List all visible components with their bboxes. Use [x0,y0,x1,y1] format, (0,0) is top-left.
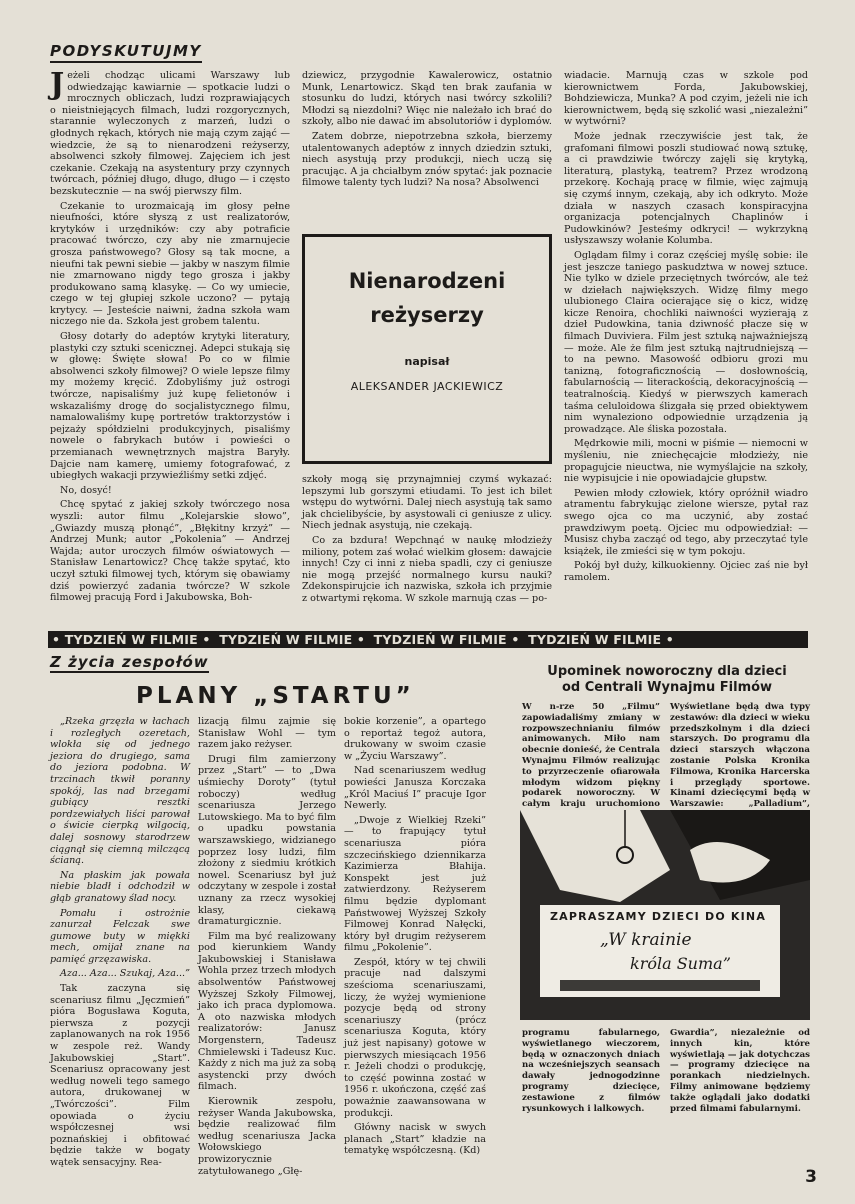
article1-paragraph: dziewicz, przygodnie Kawalerowicz, ostatnio Munk, Lenartowicz. Skąd ten brak zaufania w stosunku do ludzi, których nasi twórcy szkolili? Młodzi są niezdolni? Więc nie należało ich brać do szkoły, albo nie dawać im absolutoriów i dyplomów. [302,70,552,128]
section-kicker-2: Z życia zespołów [50,653,209,671]
article2-paragraph: Tak zaczyna się scenariusz filmu „Jęczmień” pióra Bogusława Koguta, pierwsza z pozycji zaplanowanych na rok 1956 w zespole reż. Wandy Jakubowskiej „Start”. Scenariusz opracowany jest według noweli tego samego autora, drukowanej w „Twórczości”. Film opowiada o życiu współczesnej wsi poznańskiej i obfitować będzie także w bogaty wątek sensacyjny. Rea- [50,983,190,1168]
page-number: 3 [805,1167,817,1187]
article3-title-line2: od Centrali Wynajmu Filmów [561,680,773,695]
author-name: ALEKSANDER JACKIEWICZ [350,380,504,393]
article2-column1 [50,716,190,1168]
article3-paragraph: programu fabularnego, wyświetlanego wieczorem, będą w oznaczonych dniach na wcześniejszych seansach dawały jednogodzinne programy dziecięce, zestawione z filmów rysunkowych i lalkowych. [522,1028,660,1114]
band-item: TYDZIEŃ W FILMIE • [219,632,366,647]
article1-column1 [50,67,290,615]
quote-paragraph: Pomału i ostrożnie zanurzał Felczak swe gumowe buty w miękki mech, omijał znane na pamięć grzęzawiska. [50,907,190,965]
article1-column2-top [302,70,552,218]
article1-paragraph: Pewien młody człowiek, który opróżnił wiadro atramentu fabrykując zielone wiersze, pytał raz swego ojca co ma uczynić, aby zostać prawdziwym poetą. Ojciec mu odpowiedział: — Musisz chyba zacząć od tego, aby przeczytać tyle książek, ile zmieści się w tym pokoju. [564,487,808,557]
article2-paragraph: Film ma być realizowany pod kierunkiem Wandy Jakubowskiej i Stanisława Wohla przez trzech młodych absolwentów Państwowej Wyższej Szkoły Filmowej, jako ich praca dyplomowa. A oto nazwiska młodych realizatorów: Janusz Morgenstern, Tadeusz Chmielewski i Tadeusz Kuc. Każdy z nich ma już za sobą asystencki przy dwóch filmach. [198,930,336,1093]
article1-paragraph: Może jednak rzeczywiście jest tak, że grafomani filmowi poszli studiować nową sztukę, a ci prawdziwie twórczy zajęli się krytyką, literaturą, plastyką, teatrem? Przez wrodzoną przekorę. Kochają pracę w filmie, więc zajmują się czymś innym, czekają, aby ich odkryto. Może działa w naszych czasach konspiracyjna organizacja potencjalnych Chaplinów i Pudowkinów? Jesteśmy odkryci! — wykrzykną usłyszawszy wołanie Kolumba. [564,130,808,247]
article1-paragraph: wiadacie. Marnują czas w szkole pod kierownictwem Forda, Jakubowskiej, Bohdziewicza, Munka? A pod czyim, jeżeli nie ich kierownictwem, będą się szkolić wasi „niezależni” w wytwórni? [564,70,808,128]
article3-paragraph: Wyświetlane będą dwa typy zestawów: dla dzieci w wieku przedszkolnym i dla dzieci starszych. Do programu dla dzieci starszych włączona zostanie Polska Kronika Filmowa, Kronika Harcerska i przeglądy sportowe. Kinami dziecięcymi będą w Warszawie: „Palladium”, [670,702,810,810]
article-title-line2: reżyserzy [370,303,484,327]
article2-paragraph: bokie korzenie”, a opartego o reportaż tegoż autora, drukowany w swoim czasie w „Życiu Warszawy”. [344,716,486,762]
article2-column3 [344,716,486,1164]
article-title-line1: Nienarodzeni [348,269,506,293]
dropcap: J [50,67,65,102]
poster-film-title-1: „W krainie [600,930,692,950]
article1-column2-bottom [302,474,552,619]
quote-paragraph: „Rzeka grzęzła w łachach i rozległych ozeretach, wlokła się od jednego jeziora do drugiego, sama do jeziora podobna. W trzcinach tkwił poranny spokój, las nad brzegami gubiący resztki pordzewiałych liści parował o świcie cierpką wilgocią, dalej sosnowy starodrzew ciągnął się ciemną milczącą ścianą. [50,716,190,867]
article2-paragraph: Główny nacisk w swych planach „Start” kładzie na tematykę współczesną. (Kd) [344,1122,486,1157]
article1-paragraph: No, dosyć! [60,484,112,496]
band-item: TYDZIEŃ W FILMIE • [528,632,674,647]
article-title-box [302,234,552,464]
article3-title [522,664,812,696]
band-item: • TYDZIEŃ W FILMIE • [52,632,211,647]
article3-column2-bottom [670,1028,810,1148]
quote-paragraph: Aza... Aza... Szukaj, Aza...” [60,968,190,980]
article3-column2 [670,702,810,810]
article2-paragraph: Drugi film zamierzony przez „Start” — to „Dwa uśmiechy Doroty” (tytuł roboczy) według scenariusza Jerzego Lutowskiego. Ma to być film o upadku powstania warszawskiego, widzianego poprzez losy ludzi, film złożony z siedmiu krótkich nowel. Scenariusz był już odczytany w zespole i został uznany za rzecz wysokiej klasy, ciekawą dramaturgicznie. [198,753,336,928]
byline-label: napisał [404,355,450,368]
article1-paragraph: Czekanie to urozmaicają im głosy pełne nieufności, które słyszą z ust realizatorów, krytyków i urzędników: czy aby potraficie pracować twórczo, czy aby nie zmarnujecie grosza państwowego? Głosy są tak mocne, a nieufni tak pewni siebie — jakby w naszym filmie nie zmarnowano nigdy tego grosza i jakby produkowano samą klasykę. — Co wy umiecie, czego w tej głupiej szkole uczono? — pytają krytycy. — Jesteście naiwni, żadna szkoła wam niczego nie da. Szkoła jest grobem talentu. [50,200,290,328]
article3-column1 [522,702,660,810]
cinema-poster-image [520,810,810,1020]
article3-column1-bottom [522,1028,660,1148]
article1-paragraph: eżeli chodząc ulicami Warszawy lub odwiedzając kawiarnie — spotkacie ludzi o mrocznych obliczach, ludzi rozprawiających o nieistniejących filmach, ludzi rozgorycznych, starannie wyleczonych z marzeń, ludzi o głodnych rękach, których nie mają czym zająć — wiedzcie, że są to nienarodzeni reżyserzy, absolwenci szkoły filmowej. Zajęciem ich jest czekanie. Czekają na asystentury przy czynnych twórcach, później długo, długo, długo — i często bezskutecznie — na swój pierwszy film. [50,70,290,197]
poster-shape [520,810,670,902]
article2-paragraph: Nad scenariuszem według powieści Janusza Korczaka „Król Maciuś I” pracuje Igor Newerly. [344,765,486,812]
article1-paragraph: Co za bzdura! Wepchnąć w naukę młodzieży miliony, potem zaś wołać wielkim głosem: dawajcie innych! Czy ci inni z nieba spadli, czy ci geniusze nie mogą przejść normalnego kursu nauki? Zdekonspirujcie ich nazwiska, szkoła ich przyjmie z otwartymi rękoma. W szkole marnują czas — po- [302,534,552,604]
article2-paragraph: lizacją filmu zajmie się Stanisław Wohl — tym razem jako reżyser. [198,716,336,751]
poster-headline: ZAPRASZAMY DZIECI DO KINA [550,910,767,923]
poster-film-title-2: króla Suma” [630,954,731,973]
article2-paragraph: Kierownik zespołu, reżyser Wanda Jakubowska, będzie realizować film według scenariusza Jacka Wołowskiego prowizorycznie zatytułowanego „Głę- [198,1096,336,1177]
article1-paragraph: Oglądam filmy i coraz częściej myślę sobie: ile jest jeszcze taniego paskudztwa w nowej sztuce. Nie tylko w dziele przeciętnych twórców, ale też w dziełach największych. Widzę filmy mego ulubionego Claira ocierające się o kicz, widzę kicze Renoira, chochliki naiwności wyzierają z dzieł Pudowkina, tania dziwność płacze się w filmach Duviviera. Film jest sztuką najważniejszą — może. Ale że film jest sztuką najtrudniejszą — to na pewno. Masowość odbioru grozi mu tanizną, fotograficznością — dosłownością, fabularnością — literackością, dekoracyjnością — teatralnością. Kiedyś w pierwszych kamerach taśma celuloidowa ślizgała się przed obiektywem nim wynaleziono odpowiednie urządzenia ją prowadzące. Ale śliska pozostała. [564,249,808,435]
quote-paragraph: Na płaskim jak powała niebie bladł i odchodził w głąb granatowy ślad nocy. [50,869,190,904]
article1-paragraph: Mędrkowie mili, mocni w piśmie — niemocni w myśleniu, nie zniechęcajcie młodzieży, nie propagujcie nieuctwa, nie wymyślajcie na szkoły, nie wypisujcie i nie opowiadajcie głupstw. [564,438,808,485]
tydzien-w-filmie-band [48,631,808,648]
section-kicker: PODYSKUTUJMY [50,42,202,63]
article2-title: PLANY „STARTU” [136,683,415,709]
article2-paragraph: Zespół, który w tej chwili pracuje nad dalszymi sześcioma scenariuszami, liczy, że wyżej wymienione pozycje będą od strony scenariuszy (prócz scenariusza Koguta, który już jest napisany) gotowe w pierwszych miesiącach 1956 r. Jeżeli chodzi o produkcję, to część powinna zostać w 1956 r. ukończona, część zaś poważnie zaawansowana w produkcji. [344,956,486,1119]
article2-paragraph: „Dwoje z Wielkiej Rzeki” — to frapujący tytuł scenariusza pióra szczecińskiego dziennikarza Kazimierza Błahija. Konspekt jest już zatwierdzony. Reżyserem filmu będzie dyplomant Państwowej Wyższej Szkoły Filmowej Konrad Nałęcki, który był drugim reżyserem filmu „Pokolenie”. [344,814,486,954]
article1-paragraph: szkoły mogą się przynajmniej czymś wykazać: lepszymi lub gorszymi etiudami. To jest ich bilet wstępu do wytwórni. Dalej niech asystują tak samo jak chcielibyście, by asystowali ci geniusze z ulicy. Niech jednak asystują, nie czekają. [302,474,552,532]
article1-paragraph: Chcę spytać z jakiej szkoły twórczego nosa wyszli: autor filmu „Kolejarskie słowo”, „Gwiazdy muszą płonąć”, „Błękitny krzyż” — Andrzej Munk; autor „Pokolenia” — Andrzej Wajda; autor uroczych filmów oświatowych — Stanisław Lenartowicz? Chcę także spytać, kto uczył sztuki filmowej tych, którym się obawiamy dziś powierzyć zadania twórcze? W szkole filmowej pracują Ford i Jakubowska, Boh- [50,499,290,604]
band-item: TYDZIEŃ W FILMIE • [373,632,520,647]
article3-title-line1: Upominek noworoczny dla dzieci [547,664,787,679]
article1-paragraph: Pokój był duży, kilkuokienny. Ojciec zaś nie był ramolem. [564,560,808,583]
article1-paragraph: Głosy dotarły do adeptów krytyki literatury, plastyki czy sztuki scenicznej. Adepci stukają się w głowę: Święte słowa! Po co w filmie absolwenci szkoły filmowej? O wiele lepsze filmy my możemy kręcić. Zdobyliśmy już ostrogi twórcze, napisaliśmy już kupę felietonów i wskazaliśmy drogę do socjalistycznego filmu, namalowaliśmy kupę portretów traktorzystów i pejzaży spółdzielni produkcyjnych, pisaliśmy nowele o fabrykach butów i powieści o przemianach wewnętrznych majstra Baryły. Dajcie nam kamerę, umiemy fotografować, z ubiegłych wakacji przywieźliśmy setki zdjęć. [50,331,290,482]
poster-strip [560,980,760,991]
article1-column3 [564,70,808,622]
article3-paragraph: W n-rze 50 „Filmu” zapowiadaliśmy zmiany w rozpowszechnianiu filmów animowanych. Miło nam obecnie donieść, że Centrala Wynajmu Filmów realizując to przyrzeczenie ofiarowała młodym widzom piękny podarek noworoczny. W całym kraju uruchomiono [522,702,660,810]
article1-paragraph: Zatem dobrze, niepotrzebna szkoła, bierzemy utalentowanych adeptów z innych dziedzin sztuki, niech asystują przy produkcji, niech uczą się pracując. A ja chciałbym znów spytać: jak poznacie filmowe talenty tych ludzi? Na nosa? Absolwenci [302,130,552,189]
article2-column2 [198,716,336,1177]
article3-paragraph: Gwardia”, niezależnie od innych kin, które wyświetlają — jak dotychczas — programy dziecięce na porankach niedzielnych. Filmy animowane będziemy także oglądali jako dodatki przed filmami fabularnymi. [670,1028,810,1114]
